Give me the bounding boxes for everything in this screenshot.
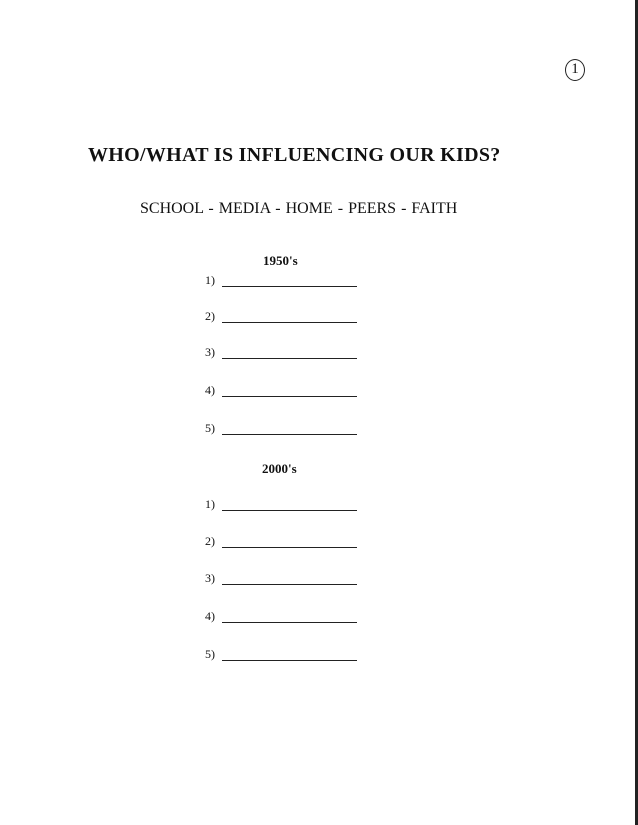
answer-row[interactable] xyxy=(205,421,357,437)
answer-number: 1) xyxy=(205,273,215,287)
answer-number: 2) xyxy=(205,309,215,323)
answer-blank-line[interactable] xyxy=(222,322,357,323)
influences-list: SCHOOL - MEDIA - HOME - PEERS - FAITH xyxy=(140,200,458,217)
page-number-circle: 1 xyxy=(565,59,585,81)
answer-row[interactable] xyxy=(205,309,357,325)
answer-number: 4) xyxy=(205,609,215,623)
answer-number: 5) xyxy=(205,647,215,661)
answer-blank-line[interactable] xyxy=(222,286,357,287)
answer-row[interactable] xyxy=(205,345,357,361)
answer-blank-line[interactable] xyxy=(222,547,357,548)
answer-blank-line[interactable] xyxy=(222,358,357,359)
answer-number: 1) xyxy=(205,497,215,511)
answer-row[interactable] xyxy=(205,273,357,289)
answer-blank-line[interactable] xyxy=(222,584,357,585)
answer-blank-line[interactable] xyxy=(222,660,357,661)
answer-row[interactable] xyxy=(205,383,357,399)
answer-blank-line[interactable] xyxy=(222,510,357,511)
answer-number: 3) xyxy=(205,345,215,359)
answer-row[interactable] xyxy=(205,609,357,625)
page-title: WHO/WHAT IS INFLUENCING OUR KIDS? xyxy=(88,144,501,166)
answer-row[interactable] xyxy=(205,647,357,663)
answer-number: 5) xyxy=(205,421,215,435)
answer-number: 4) xyxy=(205,383,215,397)
section-heading-2000s: 2000's xyxy=(262,461,297,476)
answer-row[interactable] xyxy=(205,534,357,550)
answer-number: 2) xyxy=(205,534,215,548)
section-heading-1950s: 1950's xyxy=(263,253,298,268)
answer-blank-line[interactable] xyxy=(222,396,357,397)
answer-blank-line[interactable] xyxy=(222,622,357,623)
answer-row[interactable] xyxy=(205,571,357,587)
answer-number: 3) xyxy=(205,571,215,585)
answer-row[interactable] xyxy=(205,497,357,513)
answer-blank-line[interactable] xyxy=(222,434,357,435)
